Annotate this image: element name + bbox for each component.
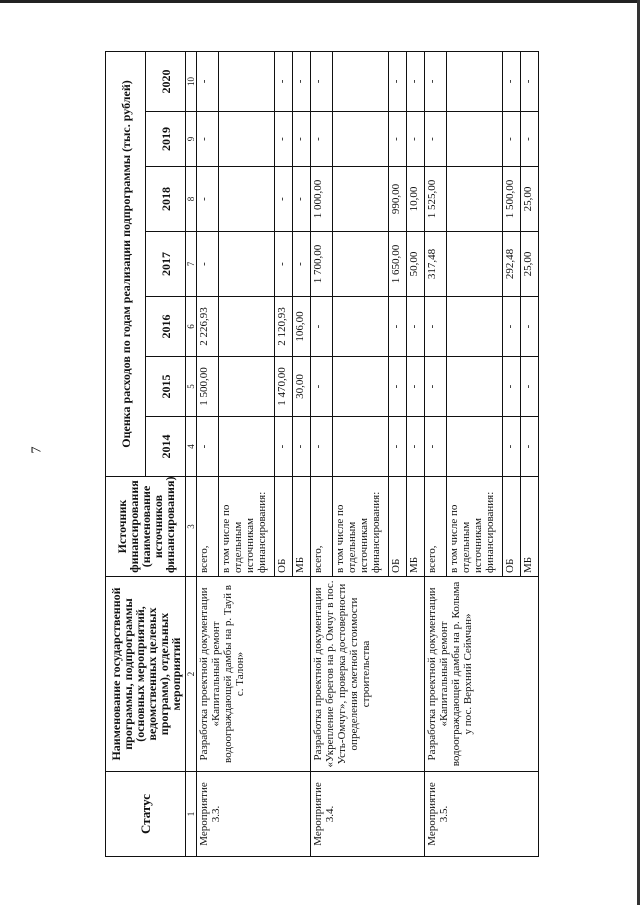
row-value: -: [503, 51, 521, 111]
header-year: 2017: [146, 232, 186, 297]
row-value: [333, 51, 389, 111]
header-year: 2019: [146, 112, 186, 167]
row-value: -: [293, 417, 311, 477]
row-funding-source: МБ: [407, 477, 425, 577]
row-activity-name: Разработка проектной документации «Укрепление берегов на р. Омчуг в пос. Усть-Омчуг», проверка достоверности определения сметной стоимости строительства: [311, 577, 425, 772]
row-value: [447, 167, 503, 232]
row-value: -: [503, 357, 521, 417]
row-value: [447, 417, 503, 477]
row-value: [333, 232, 389, 297]
row-value: [219, 232, 275, 297]
row-value: -: [311, 357, 333, 417]
header-year: 2015: [146, 357, 186, 417]
row-value: [219, 112, 275, 167]
row-value: -: [407, 51, 425, 111]
column-index: 10: [186, 51, 197, 111]
row-status: Мероприятие 3.5.: [425, 772, 539, 857]
column-index: 8: [186, 167, 197, 232]
row-value: 1 470,00: [275, 357, 293, 417]
row-value: [447, 297, 503, 357]
row-value: 106,00: [293, 297, 311, 357]
row-value: -: [293, 112, 311, 167]
row-value: [333, 167, 389, 232]
column-index: 5: [186, 357, 197, 417]
row-status: Мероприятие 3.3.: [197, 772, 311, 857]
row-value: [219, 51, 275, 111]
row-value: -: [521, 417, 539, 477]
row-value: -: [293, 232, 311, 297]
row-value: -: [389, 112, 407, 167]
header-status: Статус: [106, 772, 186, 857]
header-year: 2016: [146, 297, 186, 357]
row-value: -: [311, 297, 333, 357]
column-index: 3: [186, 477, 197, 577]
table-row: [311, 51, 333, 856]
row-value: -: [503, 417, 521, 477]
column-index: 6: [186, 297, 197, 357]
row-value: -: [503, 112, 521, 167]
column-index: 2: [186, 577, 197, 772]
rotated-table-frame: [105, 52, 640, 857]
row-value: [333, 417, 389, 477]
row-value: [219, 417, 275, 477]
row-value: -: [275, 417, 293, 477]
row-value: -: [521, 297, 539, 357]
row-value: 990,00: [389, 167, 407, 232]
row-funding-source: всего,: [197, 477, 219, 577]
row-value: [333, 297, 389, 357]
header-source: Источник финансирования (наименование источников финансирования): [106, 477, 186, 577]
row-funding-source: МБ: [293, 477, 311, 577]
row-value: 30,00: [293, 357, 311, 417]
row-value: 1 000,00: [311, 167, 333, 232]
row-funding-source: в том числе по отдельным источникам финансирования:: [333, 477, 389, 577]
header-year: 2018: [146, 167, 186, 232]
row-funding-source: в том числе по отдельным источникам финансирования:: [447, 477, 503, 577]
row-value: 50,00: [407, 232, 425, 297]
row-value: -: [425, 297, 447, 357]
funding-table: [105, 51, 539, 857]
row-value: -: [275, 232, 293, 297]
row-value: [447, 232, 503, 297]
row-value: 25,00: [521, 232, 539, 297]
row-value: [447, 112, 503, 167]
row-value: -: [389, 51, 407, 111]
row-value: -: [425, 112, 447, 167]
row-value: -: [197, 232, 219, 297]
row-value: 2 226,93: [197, 297, 219, 357]
row-value: [447, 357, 503, 417]
row-value: -: [293, 167, 311, 232]
row-value: -: [521, 357, 539, 417]
row-value: 317,48: [425, 232, 447, 297]
header-year: 2014: [146, 417, 186, 477]
header-name: Наименование государственной программы, подпрограммы (основных мероприятий, ведомственных целевых программ), отдельных мероприятий: [106, 577, 186, 772]
row-value: -: [293, 51, 311, 111]
row-value: -: [275, 51, 293, 111]
row-value: 1 700,00: [311, 232, 333, 297]
row-value: [219, 167, 275, 232]
header-year: 2020: [146, 51, 186, 111]
row-value: [219, 357, 275, 417]
row-value: [333, 112, 389, 167]
row-status: Мероприятие 3.4.: [311, 772, 425, 857]
table-row: [425, 51, 447, 856]
row-value: -: [407, 112, 425, 167]
column-index: 1: [186, 772, 197, 857]
row-value: -: [275, 167, 293, 232]
row-funding-source: МБ: [521, 477, 539, 577]
row-value: 292,48: [503, 232, 521, 297]
row-value: -: [275, 112, 293, 167]
row-funding-source: ОБ: [503, 477, 521, 577]
row-value: 1 525,00: [425, 167, 447, 232]
row-activity-name: Разработка проектной документации «Капитальный ремонт водоограждающей дамбы на р. Колыма у пос. Верхний Сеймчан»: [425, 577, 539, 772]
table-row: [197, 51, 219, 856]
row-activity-name: Разработка проектной документации «Капитальный ремонт водоограждающей дамбы на р. Тауй в с. Талон»: [197, 577, 311, 772]
row-value: 10,00: [407, 167, 425, 232]
row-value: -: [389, 357, 407, 417]
row-value: -: [311, 51, 333, 111]
header-estimate: Оценка расходов по годам реализации подпрограммы (тыс. рублей): [106, 51, 146, 476]
page-edge-top: [0, 0, 640, 3]
column-index: 4: [186, 417, 197, 477]
row-value: -: [311, 112, 333, 167]
row-value: 1 500,00: [197, 357, 219, 417]
row-value: [447, 51, 503, 111]
row-value: -: [425, 357, 447, 417]
row-value: -: [407, 417, 425, 477]
row-value: 2 120,93: [275, 297, 293, 357]
column-index: 7: [186, 232, 197, 297]
row-funding-source: ОБ: [389, 477, 407, 577]
row-value: -: [425, 417, 447, 477]
row-value: -: [197, 112, 219, 167]
row-value: -: [389, 417, 407, 477]
row-value: [219, 297, 275, 357]
page-number: 7: [29, 446, 45, 454]
row-value: -: [407, 297, 425, 357]
row-value: 1 500,00: [503, 167, 521, 232]
row-funding-source: ОБ: [275, 477, 293, 577]
row-value: -: [197, 167, 219, 232]
row-value: -: [389, 297, 407, 357]
row-funding-source: всего,: [311, 477, 333, 577]
row-value: 25,00: [521, 167, 539, 232]
row-value: -: [407, 357, 425, 417]
row-value: -: [197, 417, 219, 477]
row-value: -: [503, 297, 521, 357]
row-value: 1 650,00: [389, 232, 407, 297]
column-index: 9: [186, 112, 197, 167]
row-value: -: [521, 112, 539, 167]
row-value: -: [311, 417, 333, 477]
row-value: -: [521, 51, 539, 111]
row-funding-source: в том числе по отдельным источникам финансирования:: [219, 477, 275, 577]
row-value: -: [197, 51, 219, 111]
row-value: -: [425, 51, 447, 111]
row-funding-source: всего,: [425, 477, 447, 577]
rotated-table-area: [105, 52, 640, 857]
row-value: [333, 357, 389, 417]
